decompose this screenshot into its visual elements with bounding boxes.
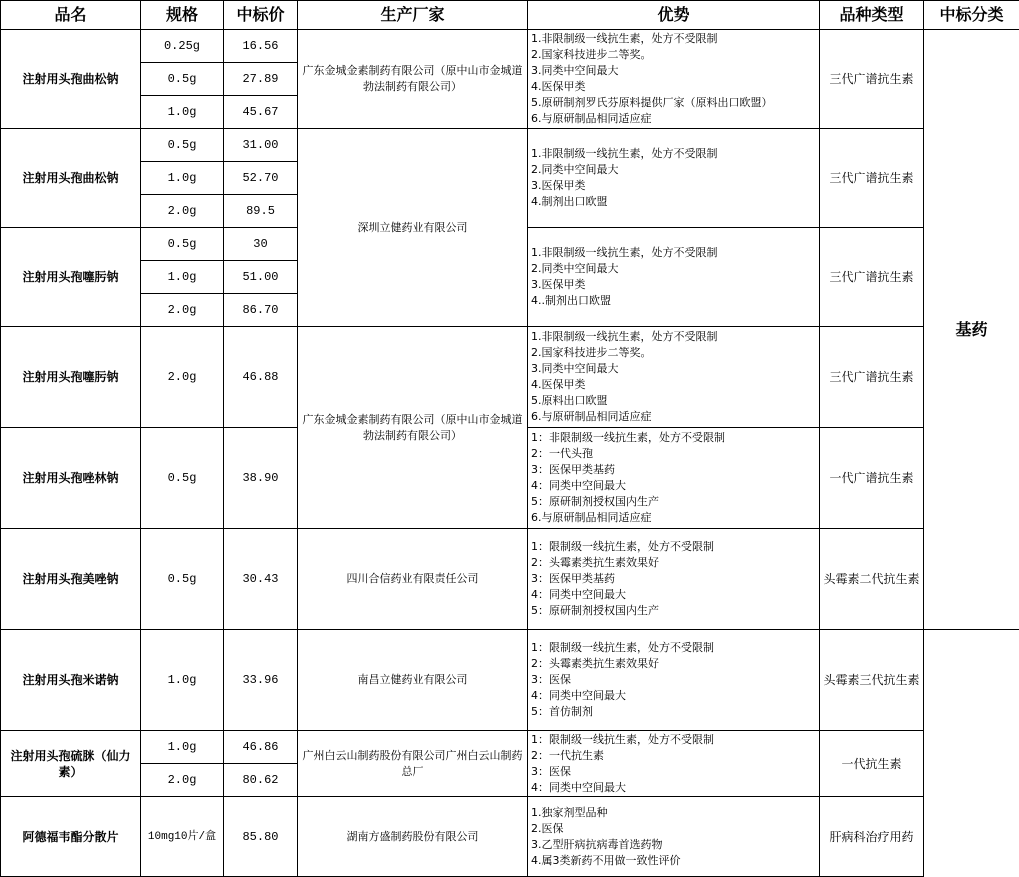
advantage-line: 5.原研制剂罗氏芬原料提供厂家（原料出口欧盟）	[531, 95, 817, 111]
product-name: 注射用头孢曲松钠	[1, 30, 141, 129]
maker-cell: 湖南方盛制药股份有限公司	[298, 797, 528, 877]
header-variety-type: 品种类型	[820, 1, 924, 30]
advantage-line: 1.独家剂型品种	[531, 805, 817, 821]
advantage-line: 5：首仿制剂	[531, 704, 817, 720]
advantage-line: 5：原研制剂授权国内生产	[531, 494, 817, 510]
variety-type-cell: 三代广谱抗生素	[820, 30, 924, 129]
advantage-line: 3.同类中空间最大	[531, 361, 817, 377]
maker-cell: 南昌立健药业有限公司	[298, 630, 528, 731]
advantage-cell	[528, 630, 820, 731]
header-spec: 规格	[141, 1, 224, 30]
advantage-line: 4：同类中空间最大	[531, 587, 817, 603]
advantage-line: 2.国家科技进步二等奖。	[531, 345, 817, 361]
advantage-line: 5.原料出口欧盟	[531, 393, 817, 409]
spec-cell: 1.0g	[141, 261, 224, 294]
spec-cell: 0.5g	[141, 228, 224, 261]
header-bid-class: 中标分类	[924, 1, 1019, 30]
advantage-line: 3.医保甲类	[531, 178, 817, 194]
advantage-line: 1.非限制级一线抗生素，处方不受限制	[531, 31, 817, 47]
advantage-line: 2.医保	[531, 821, 817, 837]
advantage-cell	[528, 428, 820, 529]
advantage-line: 2.同类中空间最大	[531, 162, 817, 178]
advantage-line: 1：非限制级一线抗生素，处方不受限制	[531, 430, 817, 446]
product-name: 阿德福韦酯分散片	[1, 797, 141, 877]
advantage-line: 1：限制级一线抗生素，处方不受限制	[531, 732, 817, 748]
advantage-cell	[528, 327, 820, 428]
maker-cell: 广东金城金素制药有限公司（原中山市金城道勃法制药有限公司）	[298, 30, 528, 129]
advantage-line: 2.同类中空间最大	[531, 261, 817, 277]
header-name: 品名	[1, 1, 141, 30]
advantage-line: 3：医保甲类基药	[531, 571, 817, 587]
table-row	[1, 731, 1019, 764]
price-cell: 31.00	[224, 129, 298, 162]
spec-cell: 0.5g	[141, 428, 224, 529]
advantage-line: 3：医保	[531, 672, 817, 688]
advantage-line: 6.与原研制品相同适应症	[531, 409, 817, 425]
spec-cell: 10mg10片/盒	[141, 797, 224, 877]
maker-cell: 四川合信药业有限责任公司	[298, 529, 528, 630]
price-cell: 27.89	[224, 63, 298, 96]
spec-cell: 2.0g	[141, 294, 224, 327]
advantage-line: 4.医保甲类	[531, 377, 817, 393]
advantage-line: 2：头霉素类抗生素效果好	[531, 656, 817, 672]
variety-type-cell: 三代广谱抗生素	[820, 129, 924, 228]
spec-cell: 1.0g	[141, 96, 224, 129]
variety-type-cell: 一代抗生素	[820, 731, 924, 797]
maker-cell: 广州白云山制药股份有限公司广州白云山制药总厂	[298, 731, 528, 797]
advantage-cell	[528, 797, 820, 877]
advantage-line: 3：医保甲类基药	[531, 462, 817, 478]
advantage-line: 3.同类中空间最大	[531, 63, 817, 79]
maker-cell: 深圳立健药业有限公司	[298, 129, 528, 327]
advantage-line: 4.属3类新药不用做一致性评价	[531, 853, 817, 869]
spec-cell: 1.0g	[141, 162, 224, 195]
advantage-line: 4：同类中空间最大	[531, 688, 817, 704]
spec-cell: 0.5g	[141, 63, 224, 96]
maker-cell: 广东金城金素制药有限公司（原中山市金城道勃法制药有限公司）	[298, 327, 528, 529]
spec-cell: 1.0g	[141, 731, 224, 764]
header-advantage: 优势	[528, 1, 820, 30]
header-maker: 生产厂家	[298, 1, 528, 30]
price-cell: 51.00	[224, 261, 298, 294]
advantage-line: 4..制剂出口欧盟	[531, 293, 817, 309]
advantage-line: 4：同类中空间最大	[531, 780, 817, 796]
spec-cell: 0.5g	[141, 129, 224, 162]
advantage-line: 6.与原研制品相同适应症	[531, 510, 817, 526]
price-cell: 52.70	[224, 162, 298, 195]
price-cell: 16.56	[224, 30, 298, 63]
product-name: 注射用头孢唑林钠	[1, 428, 141, 529]
advantage-line: 1：限制级一线抗生素，处方不受限制	[531, 640, 817, 656]
table-row	[1, 529, 1019, 630]
spec-cell: 1.0g	[141, 630, 224, 731]
advantage-line: 2：一代头孢	[531, 446, 817, 462]
product-name: 注射用头孢硫脒（仙力素）	[1, 731, 141, 797]
spec-cell: 2.0g	[141, 764, 224, 797]
table-row	[1, 129, 1019, 162]
advantage-cell	[528, 30, 820, 129]
spec-cell: 2.0g	[141, 195, 224, 228]
advantage-line: 4：同类中空间最大	[531, 478, 817, 494]
advantage-line: 1.非限制级一线抗生素，处方不受限制	[531, 146, 817, 162]
variety-type-cell: 肝病科治疗用药	[820, 797, 924, 877]
variety-type-cell: 头霉素三代抗生素	[820, 630, 924, 731]
table-row	[1, 797, 1019, 877]
bid-class-cell: 基药	[924, 30, 1019, 630]
advantage-cell	[528, 731, 820, 797]
price-cell: 46.88	[224, 327, 298, 428]
price-cell: 85.80	[224, 797, 298, 877]
price-cell: 46.86	[224, 731, 298, 764]
advantage-line: 3.乙型肝病抗病毒首选药物	[531, 837, 817, 853]
product-name: 注射用头孢噻肟钠	[1, 228, 141, 327]
price-cell: 89.5	[224, 195, 298, 228]
advantage-line: 4.医保甲类	[531, 79, 817, 95]
advantage-cell	[528, 129, 820, 228]
header-row	[1, 1, 1019, 30]
price-cell: 30	[224, 228, 298, 261]
advantage-line: 1.非限制级一线抗生素，处方不受限制	[531, 329, 817, 345]
advantage-line: 1.非限制级一线抗生素，处方不受限制	[531, 245, 817, 261]
advantage-line: 3：医保	[531, 764, 817, 780]
price-cell: 45.67	[224, 96, 298, 129]
table-row	[1, 327, 1019, 428]
product-name: 注射用头孢曲松钠	[1, 129, 141, 228]
advantage-cell	[528, 228, 820, 327]
variety-type-cell: 头霉素二代抗生素	[820, 529, 924, 630]
variety-type-cell: 三代广谱抗生素	[820, 228, 924, 327]
advantage-line: 3.医保甲类	[531, 277, 817, 293]
spec-cell: 2.0g	[141, 327, 224, 428]
table-row	[1, 630, 1019, 731]
advantage-line: 5：原研制剂授权国内生产	[531, 603, 817, 619]
price-cell: 86.70	[224, 294, 298, 327]
advantage-line: 6.与原研制品相同适应症	[531, 111, 817, 127]
advantage-cell	[528, 529, 820, 630]
table-row	[1, 30, 1019, 63]
header-price: 中标价	[224, 1, 298, 30]
price-cell: 38.90	[224, 428, 298, 529]
variety-type-cell: 三代广谱抗生素	[820, 327, 924, 428]
variety-type-cell: 一代广谱抗生素	[820, 428, 924, 529]
advantage-line: 4.制剂出口欧盟	[531, 194, 817, 210]
price-cell: 30.43	[224, 529, 298, 630]
advantage-line: 2：一代抗生素	[531, 748, 817, 764]
spec-cell: 0.25g	[141, 30, 224, 63]
advantage-line: 1：限制级一线抗生素，处方不受限制	[531, 539, 817, 555]
price-cell: 33.96	[224, 630, 298, 731]
product-name: 注射用头孢噻肟钠	[1, 327, 141, 428]
product-name: 注射用头孢美唑钠	[1, 529, 141, 630]
spec-cell: 0.5g	[141, 529, 224, 630]
price-cell: 80.62	[224, 764, 298, 797]
advantage-line: 2.国家科技进步二等奖。	[531, 47, 817, 63]
product-name: 注射用头孢米诺钠	[1, 630, 141, 731]
advantage-line: 2：头霉素类抗生素效果好	[531, 555, 817, 571]
